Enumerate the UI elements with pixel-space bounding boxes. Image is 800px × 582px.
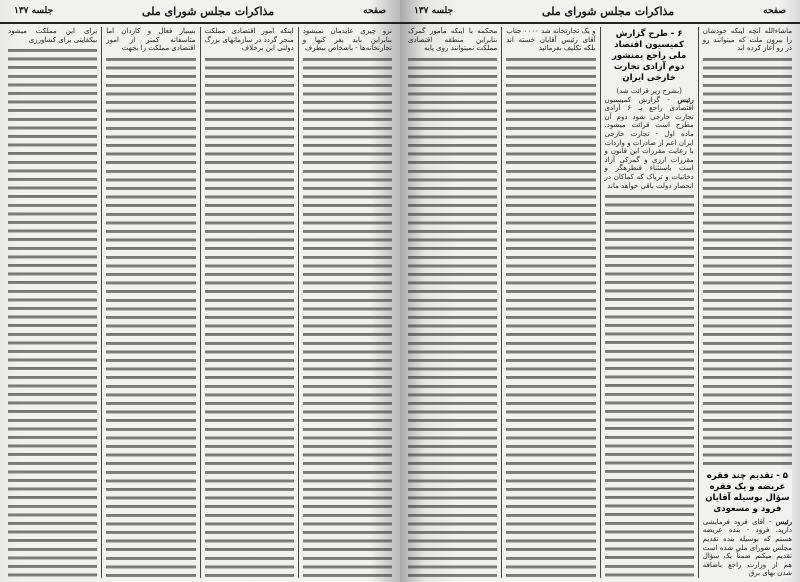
column-2: ۶ - طرح گزارش کمیسیون اقتصاد ملی راجع بمنشور دوم آزادی تجارت خارجی ایران (بشرح زیر قرائت شد) رئیس - گزارش کمیسیون اقتصادی راجع بـ ۶ آزادی تجارت خارجی شود دوم آن مطرح است قرائت میشود. ماده اول - تجارت خارجی ایران اعم از صادرات و واردات با رعایت مقررات این قانون و مقررات ارزی و گمرکی آزاد است باستثناء قنطرهگر و دخانیات و تریاک که کماکان در انحصار دولت باقی خواهد ماند bbox=[600, 27, 698, 578]
session-number: جلسه ۱۳۷ bbox=[414, 6, 454, 16]
text-lines bbox=[8, 46, 97, 578]
column-text: محکمه یا اینکه مأمور گمرک بنابراین منطقه اقتصادی مملکت نمیتوانند روی پایه bbox=[408, 27, 498, 53]
speaker-name: رئیس bbox=[775, 516, 792, 526]
section-heading: ۶ - طرح گزارش کمیسیون اقتصاد ملی راجع بمنشور دوم آزادی تجارت خارجی ایران bbox=[612, 29, 687, 83]
column-text: اینکه امور اقتصادی مملکت منجر گردد در سازمانهای بزرگ دولتی این برخلاف bbox=[204, 27, 294, 53]
publication-title: مذاکرات مجلس شورای ملی bbox=[142, 4, 275, 18]
text-lines bbox=[506, 55, 595, 578]
page-label: صفحه bbox=[763, 6, 786, 16]
text-lines bbox=[703, 55, 792, 465]
column-2 bbox=[200, 27, 298, 578]
column-1 bbox=[698, 27, 796, 578]
text-lines bbox=[605, 192, 694, 578]
text-lines bbox=[408, 55, 497, 578]
columns bbox=[404, 27, 796, 578]
text-lines bbox=[205, 55, 294, 578]
page-label: صفحه bbox=[363, 6, 386, 16]
section-subheading: (بشرح زیر قرائت شد) bbox=[616, 87, 682, 95]
text-lines bbox=[106, 55, 195, 578]
section-heading: ۵ - تقدیم چند فقره عریضه و یک فقره سؤال بوسیله آقایان فرود و مسعودی bbox=[705, 470, 790, 514]
column-text: گزارش کمیسیون اقتصادی راجع بـ ۶ آزادی تجارت خارجی شود دوم آن مطرح است قرائت میشود. ماده اول - تجارت خارجی ایران اعم از صادرات و واردات با رعایت مقررات این قانون و مقررات ارزی و گمرکی آزاد است باستثناء قنطرهگر و دخانیات و تریاک که کماکان در انحصار دولت باقی خواهد ماند bbox=[604, 95, 694, 190]
speaker-name: رئیس bbox=[677, 94, 694, 104]
right-page bbox=[400, 0, 800, 582]
column-text: برای این مملکت میشود بیکفایتی برای کشاورزی bbox=[8, 27, 98, 44]
column-text: و یک تجارتخانه شد ۰۰۰۰ جناب آقای رئیس آقایان خسته اند بلکه تکلیف بفرمائید bbox=[506, 27, 596, 53]
session-number: جلسه ۱۳۷ bbox=[14, 6, 54, 16]
section-5: ۵ - تقدیم چند فقره عریضه و یک فقره سؤال بوسیله آقایان فرود و مسعودی رئیس - آقای فرود فرمایشی دارید. فرود - بنده عریضه هستم که بوسیله بنده تقدیم مجلس شورای ملی شده است تقدیم میکنم ضمناً یک سؤال هم از وزارت راجع باضافه شدن بهای برق bbox=[702, 470, 792, 578]
column-text: بسیار فعال و کاردان اما متاسفانه کمتر از امور اقتصادی مملکت را بجهت bbox=[106, 27, 196, 53]
column-1 bbox=[298, 27, 396, 578]
column-4 bbox=[404, 27, 501, 578]
page-header bbox=[400, 0, 800, 24]
text-lines bbox=[303, 55, 392, 578]
column-3 bbox=[501, 27, 599, 578]
column-text: نرو چیزی عایدمان نمیشود بنابراین باید بفر کیها و تجارتخانه‌ها - باشخاص بیطرف bbox=[302, 27, 392, 53]
column-text: آقای فرود فرمایشی دارید. فرود - بنده عریضه هستم که بوسیله بنده تقدیم مجلس شورای ملی شده است تقدیم میکنم ضمناً یک سؤال هم از وزارت راجع باضافه شدن بهای برق bbox=[702, 517, 792, 578]
columns bbox=[4, 27, 396, 578]
column-4 bbox=[4, 27, 101, 578]
publication-title: مذاکرات مجلس شورای ملی bbox=[542, 4, 675, 18]
page-header bbox=[0, 0, 400, 24]
column-3 bbox=[101, 27, 199, 578]
column-text: ماشاءالله آنچه اینکه خودشان را بیرون ملت که میتوانند رو در رو آغاز کرده اند bbox=[702, 27, 792, 53]
